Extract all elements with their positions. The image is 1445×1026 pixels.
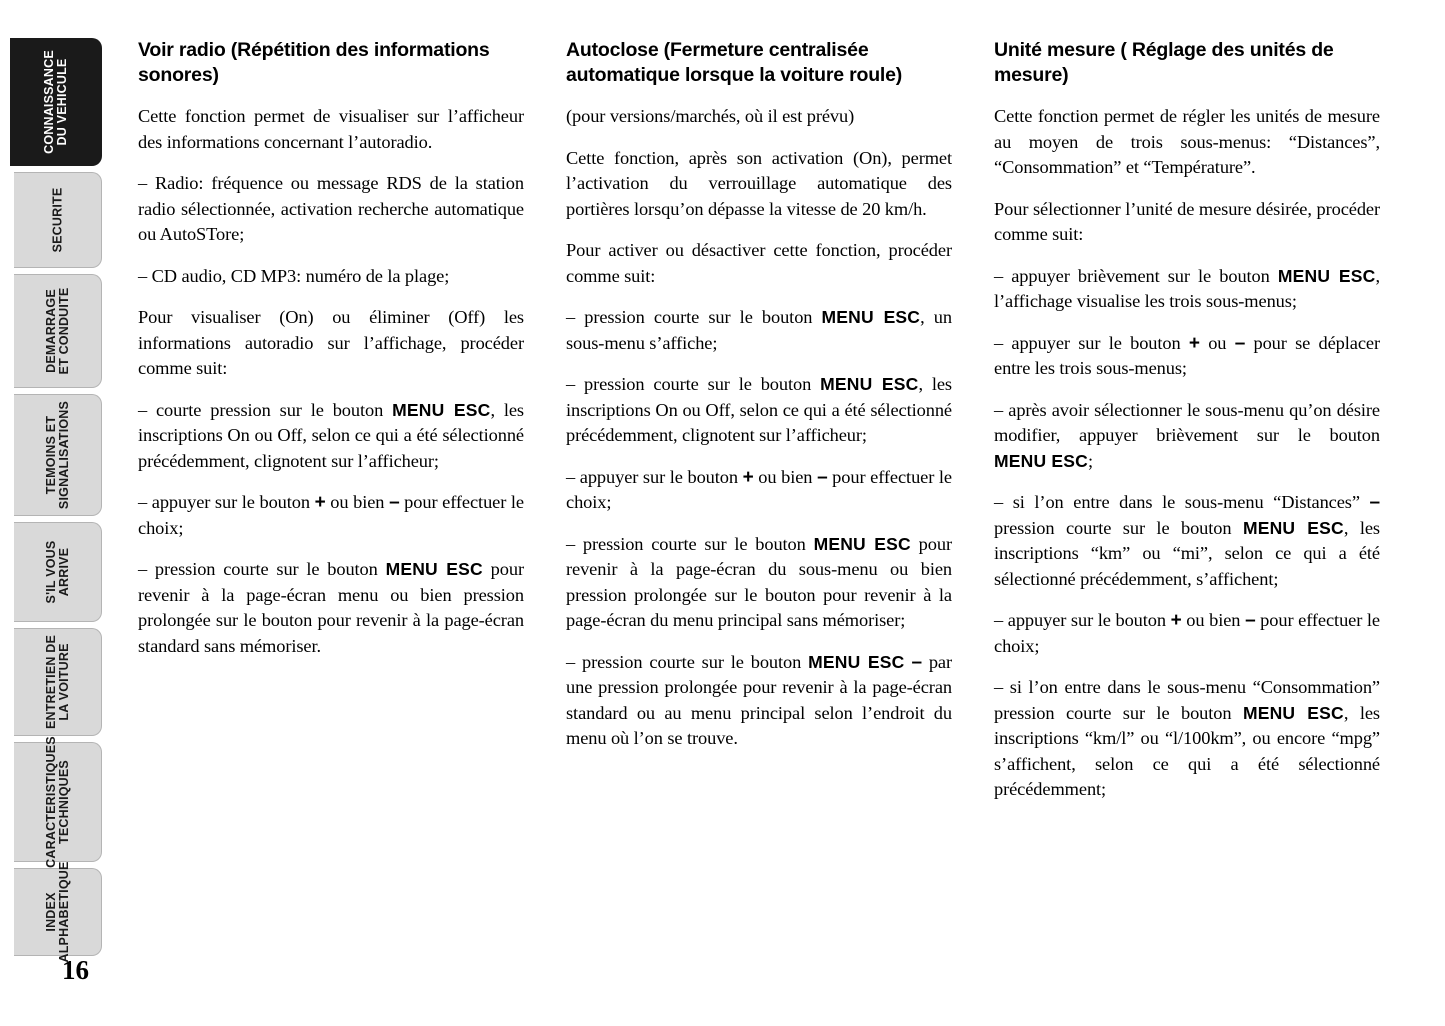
- paragraph: – pression courte sur le bouton MENU ESC pour revenir à la page-écran du sous-menu ou bien pression prolongée sur le bouton pour revenir à la page-écran du menu principal sans mémoriser;: [566, 533, 952, 630]
- sidebar-tab-sil-vous-arrive[interactable]: [14, 522, 102, 622]
- column-voir-radio: [138, 38, 524, 803]
- paragraph: – appuyer sur le bouton + ou bien – pour effectuer le choix;: [138, 492, 524, 538]
- page-number: 16: [62, 955, 89, 985]
- sidebar-tab-label: ENTRETIEN DE LA VOITURE: [43, 634, 71, 730]
- section-heading: Voir radio (Répétition des informations sonores): [138, 39, 490, 86]
- paragraph: Cette fonction permet de régler les unités de mesure au moyen de trois sous-menus: “Distances”, “Consommation” et “Température”.: [994, 106, 1380, 177]
- sidebar-tab-label: SECURITE: [50, 187, 64, 253]
- paragraph: Pour visualiser (On) ou éliminer (Off) les informations autoradio sur l’affichage, procéder comme suit:: [138, 307, 524, 378]
- paragraph: – si l’on entre dans le sous-menu “Consommation” pression courte sur le bouton MENU ESC, les inscriptions “km/l” ou “l/100km”, ou encore “mpg” s’affichent, selon ce qui a été sélectionné précédemment;: [994, 677, 1380, 799]
- paragraph: – si l’on entre dans le sous-menu “Distances” – pression courte sur le bouton MENU ESC, les inscriptions “km” ou “mi”, selon ce qui a été sélectionné précédemment, s’affichent;: [994, 492, 1380, 589]
- sidebar-tab-label: DEMARRAGE ET CONDUITE: [43, 287, 71, 375]
- paragraph: Pour sélectionner l’unité de mesure désirée, procéder comme suit:: [994, 198, 1380, 244]
- column-autoclose: [566, 38, 952, 803]
- section-subnote: (pour versions/marchés, où il est prévu): [566, 106, 855, 126]
- sidebar-tab-label: S'IL VOUS ARRIVE: [43, 540, 71, 604]
- sidebar-tab-caracteristiques-techniques[interactable]: [14, 736, 102, 868]
- paragraph: – appuyer brièvement sur le bouton MENU ESC, l’affichage visualise les trois sous-menus;: [994, 265, 1380, 311]
- paragraph: Cette fonction, après son activation (On), permet l’activation du verrouillage automatique des portières lorsqu’on dépasse la vitesse de 20 km/h.: [566, 147, 952, 219]
- sidebar-tab-index-alphabetique[interactable]: [14, 861, 102, 963]
- column-unite-mesure: [994, 38, 1380, 803]
- paragraph: – pression courte sur le bouton MENU ESC, un sous-menu s’affiche;: [566, 307, 952, 353]
- sidebar-tab-temoins-et-signalisations[interactable]: [14, 394, 102, 516]
- paragraph: – appuyer sur le bouton + ou bien – pour effectuer le choix;: [994, 610, 1380, 656]
- paragraph: – appuyer sur le bouton + ou – pour se déplacer entre les trois sous-menus;: [994, 332, 1380, 378]
- sidebar-tab-label: INDEX ALPHABETIQUE: [43, 861, 71, 963]
- paragraph: Cette fonction permet de visualiser sur l’afficheur des informations concernant l’autoradio.: [138, 106, 524, 152]
- section-heading: Unité mesure ( Réglage des unités de mesure): [994, 39, 1334, 86]
- paragraph: – pression courte sur le bouton MENU ESC, les inscriptions On ou Off, selon ce qui a été sélectionné précédemment, clignotent sur l’afficheur;: [566, 374, 952, 445]
- paragraph: – pression courte sur le bouton MENU ESC – par une pression prolongée pour revenir à la page-écran standard ou au menu principal selon l’endroit du menu où l’on se trouve.: [566, 651, 952, 748]
- sidebar-tab-securite[interactable]: [14, 172, 102, 268]
- sidebar-tab-label: TEMOINS ET SIGNALISATIONS: [43, 400, 71, 510]
- paragraph: – Radio: fréquence ou message RDS de la station radio sélectionnée, activation recherche automatique ou AutoSTore;: [138, 173, 524, 244]
- section-tab-rail: [0, 0, 118, 1026]
- sidebar-tab-label: CARACTERISTIQUES TECHNIQUES: [43, 736, 71, 868]
- paragraph: Pour activer ou désactiver cette fonction, procéder comme suit:: [566, 240, 952, 286]
- sidebar-tab-label: CONNAISSANCE DU VEHICULE: [41, 50, 69, 154]
- paragraph: – pression courte sur le bouton MENU ESC pour revenir à la page-écran menu ou bien pression prolongée sur le bouton pour revenir à la page-écran standard sans mémoriser.: [138, 559, 524, 656]
- page-content: [138, 38, 1398, 803]
- sidebar-tab-entretien-de-la-voiture[interactable]: [14, 628, 102, 736]
- section-heading: Autoclose (Fermeture centralisée automatique lorsque la voiture roule): [566, 39, 903, 86]
- sidebar-tab-connaissance-du-vehicule[interactable]: [10, 38, 102, 166]
- paragraph: – CD audio, CD MP3: numéro de la plage;: [138, 265, 450, 286]
- paragraph: – courte pression sur le bouton MENU ESC, les inscriptions On ou Off, selon ce qui a été sélectionné précédemment, clignotent sur l’afficheur;: [138, 399, 524, 471]
- paragraph: – appuyer sur le bouton + ou bien – pour effectuer le choix;: [566, 466, 952, 512]
- sidebar-tab-demarrage-et-conduite[interactable]: [14, 274, 102, 388]
- paragraph: – après avoir sélectionner le sous-menu qu’on désire modifier, appuyer brièvement sur le bouton MENU ESC;: [994, 399, 1380, 471]
